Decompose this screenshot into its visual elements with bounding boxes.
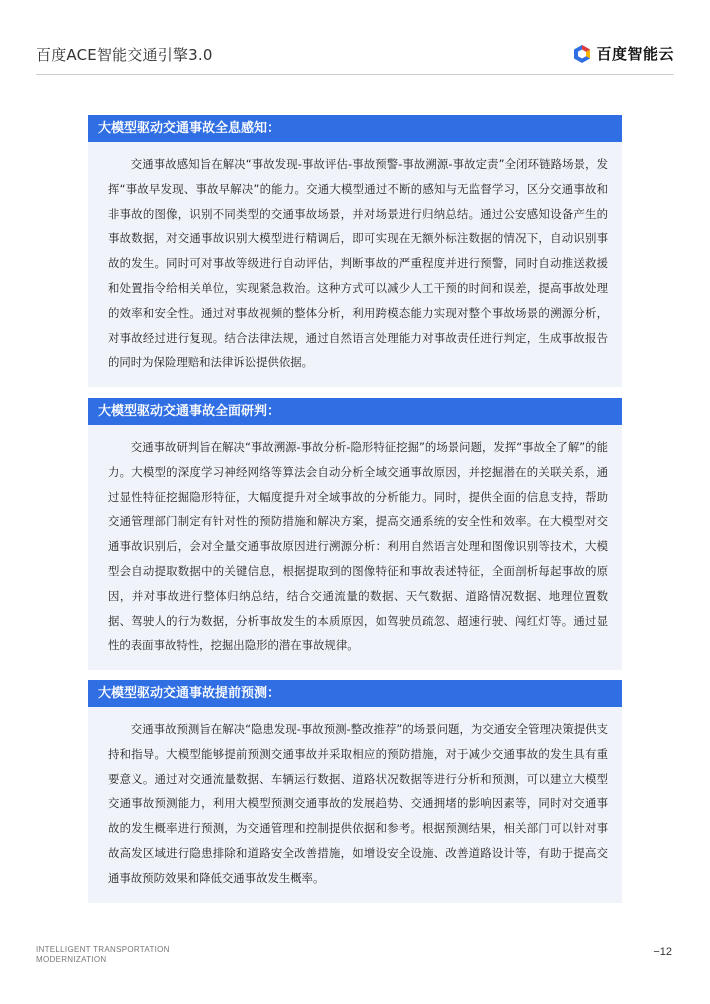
footer-tagline	[36, 945, 170, 965]
page-number: −12	[653, 946, 672, 958]
section-heading: 大模型驱动交通事故全息感知：	[88, 115, 622, 142]
section-paragraph: 交通事故感知旨在解决“事故发现-事故评估-事故预警-事故溯源-事故定责”全闭环链路场景，发挥“事故早发现、事故早解决”的能力。交通大模型通过不断的感知与无监督学习，区分交通事故和非事故的图像，识别不同类型的交通事故场景，并对场景进行归纳总结。通过公安感知设备产生的事故数据，对交通事故识别大模型进行精调后，即可实现在无额外标注数据的情况下，自动识别事故的发生。同时可对事故等级进行自动评估，判断事故的严重程度并进行预警，同时自动推送救援和处置指令给相关单位，实现紧急救治。这种方式可以减少人工干预的时间和误差，提高事故处理的效率和安全性。通过对事故视频的整体分析，利用跨模态能力实现对整个事故场景的溯源分析，对事故经过进行复现。结合法律法规，通过自然语言处理能力对事故责任进行判定，生成事故报告的同时为保险理赔和法律诉讼提供依据。	[88, 142, 622, 387]
section-heading: 大模型驱动交通事故提前预测：	[88, 680, 622, 707]
section-paragraph: 交通事故研判旨在解决“事故溯源-事故分析-隐形特征挖掘”的场景问题，发挥“事故全了解”的能力。大模型的深度学习神经网络等算法会自动分析全域交通事故原因，并挖掘潜在的关联关系，通过显性特征挖掘隐形特征，大幅度提升对全域事故的分析能力。同时，提供全面的信息支持，帮助交通管理部门制定有针对性的预防措施和解决方案，提高交通系统的安全性和效率。在大模型对交通事故识别后，会对全量交通事故原因进行溯源分析：利用自然语言处理和图像识别等技术，大模型会自动提取数据中的关键信息，根据提取到的图像特征和事故表述特征，全面剖析每起事故的原因，并对事故进行整体归纳总结，结合交通流量的数据、天气数据、道路情况数据、地理位置数据、驾驶人的行为数据，分析事故发生的本质原因，如驾驶员疏忽、超速行驶、闯红灯等。通过显性的表面事故特性，挖掘出隐形的潜在事故规律。	[88, 425, 622, 670]
section-paragraph: 交通事故预测旨在解决“隐患发现-事故预测-整改推荐”的场景问题，为交通安全管理决策提供支持和指导。大模型能够提前预测交通事故并采取相应的预防措施，对于减少交通事故的发生具有重要意义。通过对交通流量数据、车辆运行数据、道路状况数据等进行分析和预测，可以建立大模型交通事故预测能力，利用大模型预测交通事故的发展趋势、交通拥堵的影响因素等，同时对交通事故的发生概率进行预测，为交通管理和控制提供依据和参考。根据预测结果，相关部门可以针对事故高发区域进行隐患排除和道路安全改善措施，如增设安全设施、改善道路设计等，有助于提高交通事故预防效果和降低交通事故发生概率。	[88, 707, 622, 903]
brand-logo	[572, 43, 674, 64]
brand-name: 百度智能云	[596, 45, 674, 63]
footer-tagline-line2: MODERNIZATION	[36, 955, 107, 964]
page-header	[0, 0, 710, 75]
footer-tagline-line1: INTELLIGENT TRANSPORTATION	[36, 945, 170, 954]
document-title: 百度ACE智能交通引擎3.0	[36, 46, 213, 64]
header-divider	[36, 74, 674, 75]
section-heading: 大模型驱动交通事故全面研判：	[88, 398, 622, 425]
section-accident-perception	[88, 115, 622, 387]
baidu-cloud-logo-icon	[572, 44, 592, 64]
section-accident-prediction	[88, 680, 622, 903]
section-accident-analysis	[88, 398, 622, 670]
